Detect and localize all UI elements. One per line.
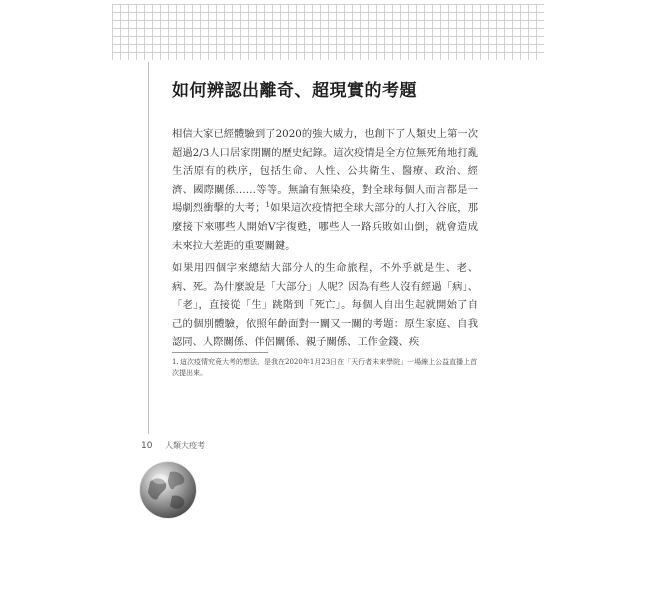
- footnote: [172, 357, 478, 379]
- page-number: 10: [141, 441, 153, 451]
- footnote-text: 這次疫情究竟大考的想法，是我在2020年1月23日在「天行者未來學院」一場線上公益直播上首次提出來。: [172, 358, 478, 377]
- globe-icon: [140, 462, 196, 518]
- header-grid-pattern: [112, 4, 544, 60]
- page-title: 如何辨認出離奇、超現實的考題: [172, 81, 417, 101]
- paragraph-1-text-after: 如果這次疫情把全球大部分的人打入谷底，那麼接下來哪些人開始V字復甦，哪些人一路兵敗如山倒，就會造成未來拉大差距的重要關鍵。: [172, 202, 479, 252]
- page-folio: [141, 440, 205, 451]
- footnote-number: 1.: [172, 358, 179, 366]
- footnote-reference[interactable]: 1: [265, 201, 270, 210]
- running-title: 人類大疫考: [165, 441, 205, 450]
- paragraph-1-text-before: 相信大家已經體驗到了2020的強大威力，也創下了人類史上第一次超過2/3人口居家閉關的歷史紀錄。這次疫情是全方位無死角地打亂生活原有的秩序，包括生命、人性、公共衛生、醫療、政治、經濟、國際關係……等等。無論有無染疫，對全球每個人而言都是一場劇烈衝擊的大考；: [172, 128, 478, 215]
- margin-rule: [148, 62, 149, 434]
- body-paragraph-1: [172, 125, 478, 255]
- footnote-divider: [172, 352, 268, 353]
- body-paragraph-2: 如果用四個字來總結大部分人的生命旅程，不外乎就是生、老、病、死。為什麼說是「大部分」人呢？因為有些人沒有經過「病」、「老」，直接從「生」跳階到「死亡」。每個人自出生起就開始了自己的個別體驗，依照年齡面對一關又一關的考題：原生家庭、自我認同、人際關係、伴侶關係、親子關係、工作金錢、疾: [172, 262, 478, 349]
